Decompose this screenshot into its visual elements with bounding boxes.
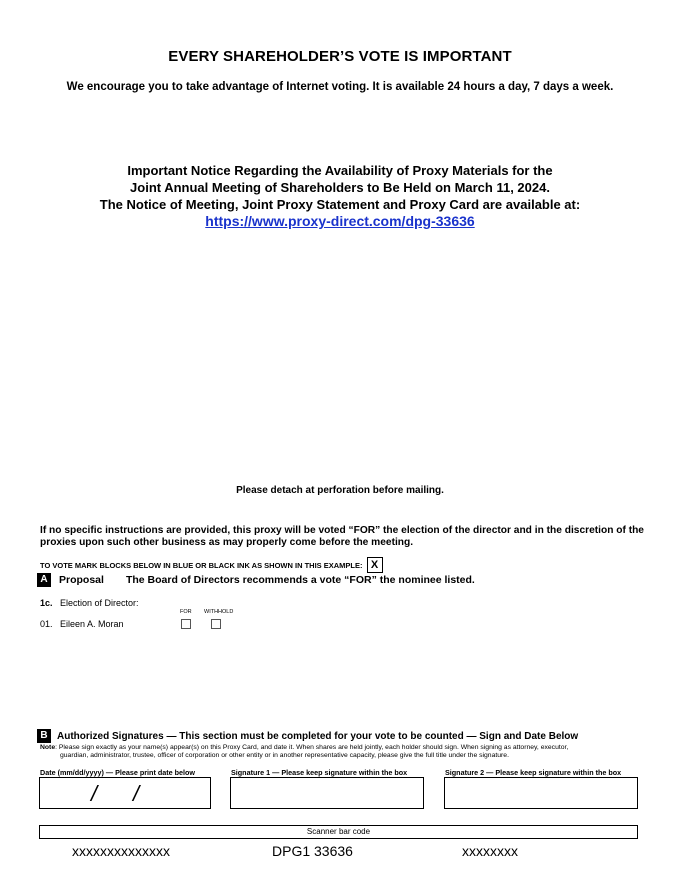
signature-2-box[interactable] (444, 777, 638, 809)
section-b-badge: B (37, 729, 51, 743)
mark-example-row (40, 557, 383, 573)
detach-instruction: Please detach at perforation before mailing. (236, 485, 444, 496)
notice-line-1: Important Notice Regarding the Availability of Proxy Materials for the (127, 163, 553, 178)
nominee-row (40, 619, 124, 629)
scanner-barcode-box: Scanner bar code (39, 825, 638, 839)
section-a-header (37, 573, 475, 587)
election-label: Election of Director: (60, 598, 139, 608)
section-a-badge: A (37, 573, 51, 587)
date-separator-2: / (133, 781, 140, 806)
section-b-header (37, 729, 578, 743)
internet-voting-text: We encourage you to take advantage of Internet voting. It is available 24 hours a day, 7 days a week. (66, 81, 614, 93)
footer-code-left: xxxxxxxxxxxxxx (72, 843, 170, 859)
note-line-2: guardian, administrator, trustee, officer of corporation or other entity or in another representative capacity, please give the full title under the signature. (60, 752, 509, 759)
nominee-number: 01. (40, 619, 53, 629)
signature-1-box[interactable] (230, 777, 424, 809)
note-label: Note (40, 744, 56, 751)
date-separator-1: / (91, 781, 98, 806)
signature-1-label: Signature 1 — Please keep signature within the box (231, 768, 408, 777)
section-a-label: Proposal (59, 574, 104, 586)
notice-line-2: Joint Annual Meeting of Shareholders to Be Held on March 11, 2024. (130, 180, 550, 195)
footer-code-right: xxxxxxxx (462, 843, 518, 859)
proxy-materials-link[interactable]: https://www.proxy-direct.com/dpg-33636 (205, 213, 475, 229)
signature-note (40, 744, 640, 760)
withhold-checkbox[interactable] (211, 619, 221, 629)
withhold-column-header: WITHHOLD (204, 609, 234, 615)
date-input-box[interactable] (39, 777, 211, 809)
election-row (40, 598, 139, 608)
notice-line-3: The Notice of Meeting, Joint Proxy Statement and Proxy Card are available at: (99, 197, 581, 212)
section-b-label: Authorized Signatures — This section must be completed for your vote to be counted — Sign and Date Below (57, 730, 579, 742)
page-title: EVERY SHAREHOLDER’S VOTE IS IMPORTANT (168, 48, 512, 65)
note-line-1: : Please sign exactly as your name(s) appear(s) on this Proxy Card, and date it. When shares are held jointly, each holder should sign. When signing as attorney, executor, (55, 744, 569, 751)
proposal-number: 1c. (40, 598, 53, 608)
for-column-header: FOR (180, 609, 192, 615)
nominee-name: Eileen A. Moran (60, 619, 124, 629)
voting-instructions: If no specific instructions are provided, this proxy will be voted “FOR” the election of the director and in the discretion of the proxies upon such other business as may properly come before the meeting. (40, 525, 644, 548)
date-field-label: Date (mm/dd/yyyy) — Please print date below (40, 768, 195, 777)
footer-code-center: DPG1 33636 (272, 843, 353, 859)
section-a-description: The Board of Directors recommends a vote “FOR” the nominee listed. (125, 574, 475, 586)
mark-example-label: TO VOTE MARK BLOCKS BELOW IN BLUE OR BLACK INK AS SHOWN IN THIS EXAMPLE: (40, 560, 363, 570)
mark-example-box: X (367, 557, 383, 573)
signature-2-label: Signature 2 — Please keep signature within the box (445, 768, 622, 777)
proxy-notice (0, 162, 680, 230)
for-checkbox[interactable] (181, 619, 191, 629)
